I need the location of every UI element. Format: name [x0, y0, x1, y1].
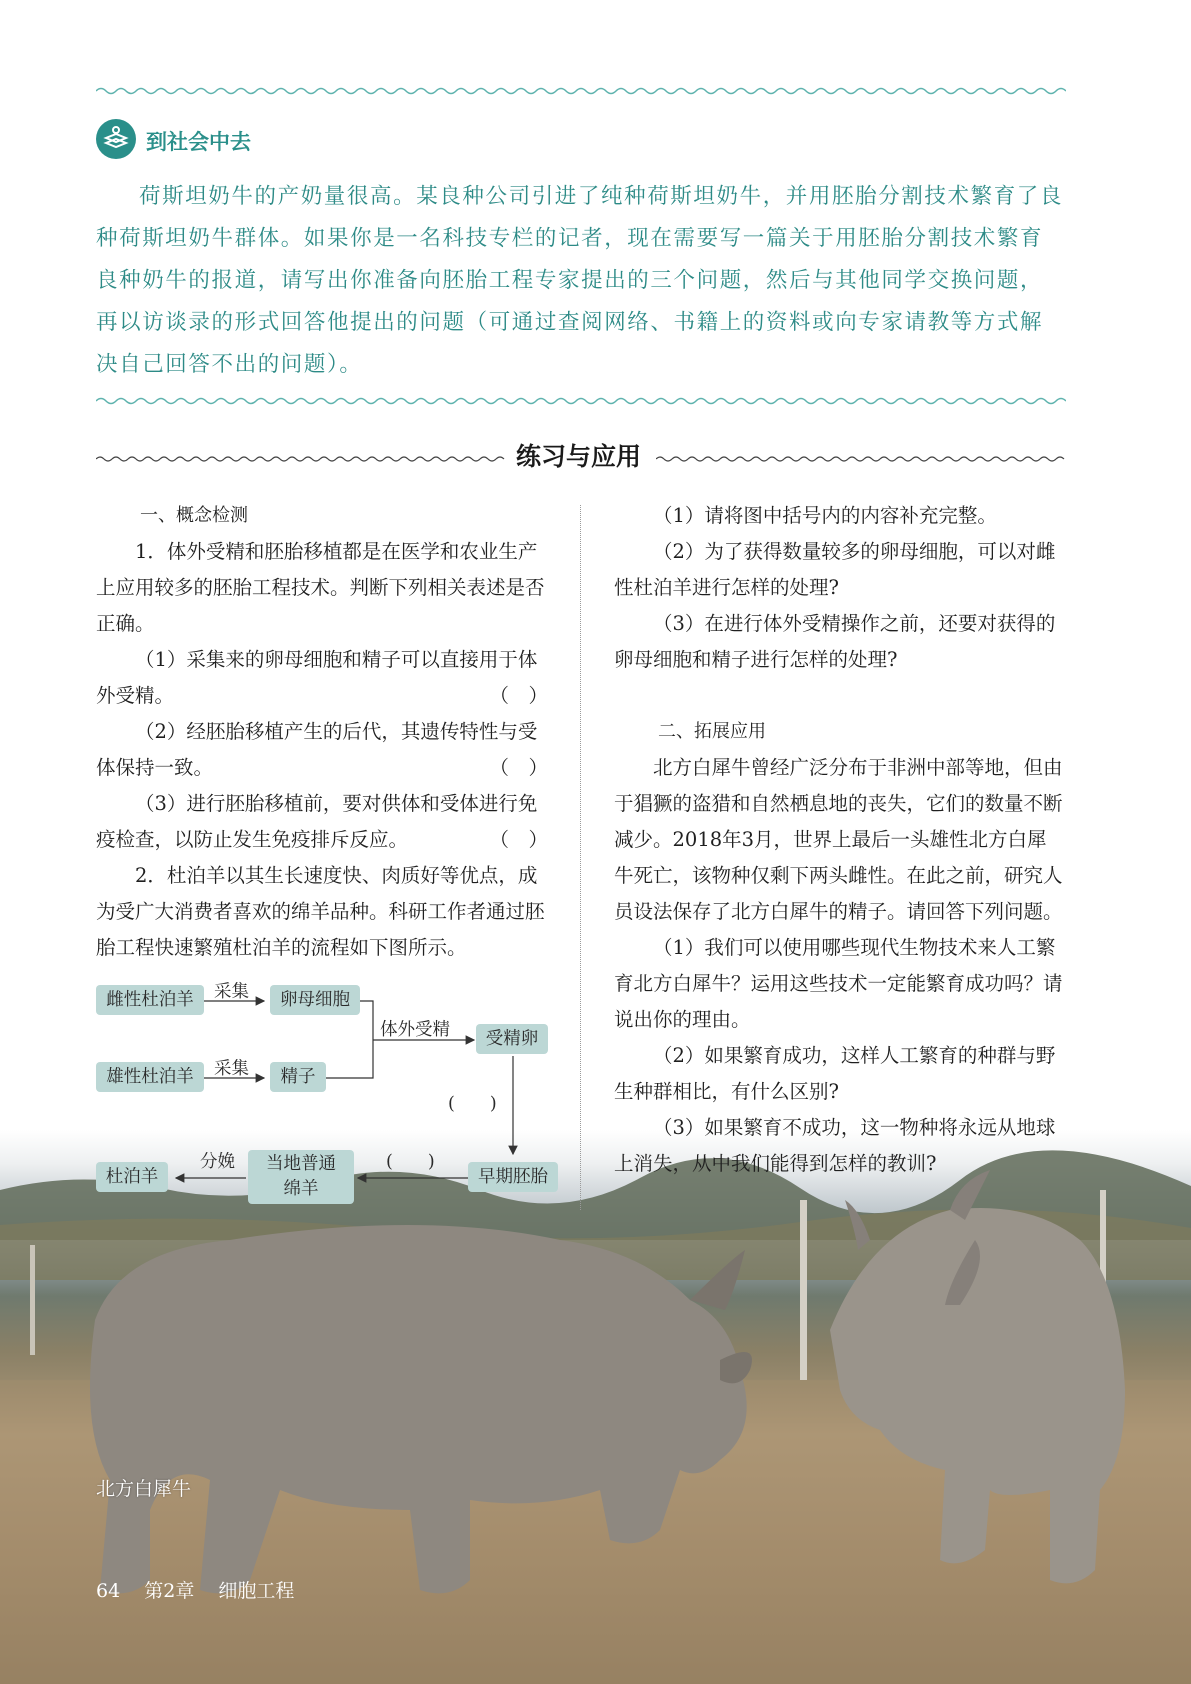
q2-item-3: （3）在进行体外受精操作之前，还要对获得的卵母细胞和精子进行怎样的处理?	[614, 612, 1056, 671]
question-2: 2．杜泊羊以其生长速度快、肉质好等优点，成为受广大消费者喜欢的绵羊品种。科研工作者通过胚胎工程快速繁殖杜泊羊的流程如下图所示。	[96, 864, 545, 959]
q1-item-1	[96, 642, 548, 714]
answer-blank: （ ）	[489, 684, 548, 707]
q3-item-3: （3）如果繁育不成功，这一物种将永远从地球上消失，从中我们能得到怎样的教训?	[614, 1116, 1056, 1175]
q1-item-3-text: （3）进行胚胎移植前，要对供体和受体进行免疫检查，以防止发生免疫排斥反应。	[96, 792, 538, 851]
answer-blank: （ ）	[489, 828, 548, 851]
label-collect-2: 采集	[214, 1059, 249, 1079]
label-collect-1: 采集	[214, 982, 249, 1002]
q1-item-2-text: （2）经胚胎移植产生的后代，其遗传特性与受体保持一致。	[96, 720, 538, 779]
part2-heading: 二、拓展应用	[658, 721, 766, 742]
box-text: 荷斯坦奶牛的产奶量很高。某良种公司引进了纯种荷斯坦奶牛，并用胚胎分割技术繁育了良种荷斯坦奶牛群体。如果你是一名科技专栏的记者，现在需要写一篇关于用胚胎分割技术繁育良种奶牛的报道，请写出你准备向胚胎工程专家提出的三个问题，然后与其他同学交换问题，再以访谈录的形式回答他提出的问题（可通过查阅网络、书籍上的资料或向专家请教等方式解决自己回答不出的问题）。	[96, 184, 1064, 377]
node-zygote: 受精卵	[476, 1024, 548, 1054]
q2-item-1: （1）请将图中括号内的内容补充完整。	[653, 504, 997, 527]
node-oocyte: 卵母细胞	[270, 985, 360, 1015]
column-divider	[580, 505, 581, 1210]
page-number: 64	[96, 1580, 121, 1602]
chapter-title: 细胞工程	[218, 1580, 295, 1602]
box-title: 到社会中去	[146, 130, 251, 154]
node-local-sheep-line2: 绵羊	[283, 1179, 319, 1199]
node-local-sheep-line1: 当地普通	[266, 1154, 336, 1174]
label-birth: 分娩	[200, 1152, 235, 1172]
q3-item-1: （1）我们可以使用哪些现代生物技术来人工繁育北方白犀牛？运用这些技术一定能繁育成功吗？请说出你的理由。	[614, 936, 1063, 1031]
left-column	[96, 498, 548, 966]
node-local-sheep	[248, 1150, 354, 1204]
top-wave-line	[96, 86, 1066, 96]
page-footer	[96, 1576, 312, 1603]
node-female-dorper: 雌性杜泊羊	[96, 985, 204, 1015]
node-sperm: 精子	[270, 1062, 326, 1092]
question-1: 1．体外受精和胚胎移植都是在医学和农业生产上应用较多的胚胎工程技术。判断下列相关表述是否正确。	[96, 540, 545, 635]
rhino-paragraph: 北方白犀牛曾经广泛分布于非洲中部等地，但由于猖獗的盗猎和自然栖息地的丧失，它们的数量不断减少。2018年3月，世界上最后一头雄性北方白犀牛死亡，该物种仅剩下两头雌性。在此之前，研究人员设法保存了北方白犀牛的精子。请回答下列问题。	[614, 756, 1063, 923]
q1-item-2	[96, 714, 548, 786]
section-line-right	[656, 455, 1066, 463]
q1-item-3	[96, 786, 548, 858]
flow-diagram	[96, 980, 566, 1210]
right-column	[614, 498, 1066, 1182]
bottom-wave-line	[96, 396, 1066, 406]
society-icon	[96, 119, 136, 159]
node-dorper: 杜泊羊	[96, 1162, 168, 1192]
section-title: 练习与应用	[516, 442, 642, 471]
label-ivf: 体外受精	[380, 1020, 450, 1040]
chapter-number: 第2章	[144, 1580, 195, 1602]
label-blank-2: ( )	[386, 1152, 435, 1172]
photo-caption: 北方白犀牛	[96, 1478, 192, 1500]
q2-item-2: （2）为了获得数量较多的卵母细胞，可以对雌性杜泊羊进行怎样的处理?	[614, 540, 1056, 599]
q1-item-1-text: （1）采集来的卵母细胞和精子可以直接用于体外受精。	[96, 648, 538, 707]
part1-heading: 一、概念检测	[140, 505, 248, 526]
q3-item-2: （2）如果繁育成功，这样人工繁育的种群与野生种群相比，有什么区别?	[614, 1044, 1056, 1103]
label-blank-1: ( )	[448, 1094, 497, 1114]
node-male-dorper: 雄性杜泊羊	[96, 1062, 204, 1092]
node-early-embryo: 早期胚胎	[468, 1162, 558, 1192]
section-line-left	[96, 455, 506, 463]
answer-blank: （ ）	[489, 756, 548, 779]
